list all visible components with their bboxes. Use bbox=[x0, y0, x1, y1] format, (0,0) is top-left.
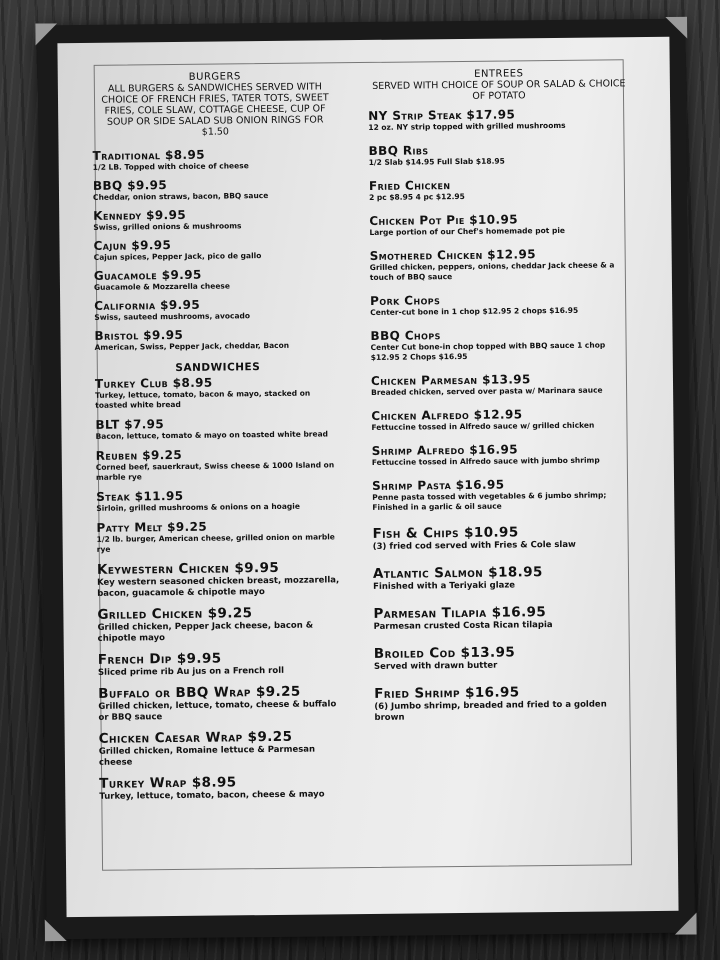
menu-binder bbox=[37, 19, 695, 940]
menu-item-name: Turkey Club $8.95 bbox=[94, 375, 213, 391]
menu-item bbox=[97, 560, 343, 600]
menu-item-description: 12 oz. NY strip topped with grilled mushrooms bbox=[368, 120, 566, 132]
entrees-heading: ENTREES bbox=[474, 68, 524, 80]
menu-item-name: BLT $7.95 bbox=[95, 417, 165, 432]
menu-item bbox=[97, 605, 343, 645]
menu-item-description: Center Cut bone-in chop topped with BBQ sauce 1 chop $12.95 2 Chops $16.95 bbox=[370, 340, 606, 362]
menu-item-description: Grilled chicken, Pepper Jack cheese, bacon & chipotle mayo bbox=[97, 620, 314, 644]
menu-item-name: Atlantic Salmon $18.95 bbox=[372, 564, 543, 582]
burgers-heading: BURGERS bbox=[188, 71, 241, 83]
menu-item-name: Kennedy $9.95 bbox=[93, 207, 187, 223]
menu-item bbox=[370, 291, 632, 318]
menu-item-name: Chicken Parmesan $13.95 bbox=[370, 372, 531, 388]
menu-item-description: Finished with a Teriyaki glaze bbox=[373, 580, 516, 592]
menu-item bbox=[372, 441, 634, 468]
menu-item-name: BBQ Ribs bbox=[368, 143, 429, 158]
menu-item-description: Turkey, lettuce, tomato, bacon, cheese & mayo bbox=[99, 789, 325, 802]
menu-item bbox=[99, 774, 345, 803]
sandwiches-heading: SANDWICHES bbox=[175, 361, 261, 374]
menu-item bbox=[371, 371, 633, 398]
menu-item-name: Shrimp Pasta $16.95 bbox=[371, 477, 505, 493]
menu-item-name: Patty Melt $9.25 bbox=[96, 519, 208, 535]
menu-item-name: Parmesan Tilapia $16.95 bbox=[373, 604, 547, 622]
menu-item-name: BBQ Chops bbox=[370, 328, 441, 343]
menu-item bbox=[371, 406, 633, 433]
menu-item bbox=[98, 650, 344, 679]
menu-item-description: Turkey, lettuce, tomato, bacon & mayo, stacked on toasted white bread bbox=[95, 388, 311, 410]
menu-item-description: Fettuccine tossed in Alfredo sauce w/ grilled chicken bbox=[371, 420, 595, 432]
menu-item-name: Chicken Pot Pie $10.95 bbox=[369, 212, 519, 228]
binder-corner bbox=[35, 23, 57, 45]
menu-item bbox=[368, 141, 630, 168]
binder-corner bbox=[665, 17, 687, 39]
menu-item-description: 2 pc $8.95 4 pc $12.95 bbox=[369, 191, 465, 202]
menu-item-description: Swiss, grilled onions & mushrooms bbox=[93, 221, 242, 232]
menu-item-description: Center-cut bone in 1 chop $12.95 2 chops $16.95 bbox=[370, 305, 579, 317]
menu-item-description: Sliced prime rib Au jus on a French roll bbox=[97, 665, 285, 678]
menu-item bbox=[369, 176, 631, 203]
burgers-list bbox=[93, 146, 341, 353]
menu-item-description: Large portion of our Chef's homemade pot pie bbox=[369, 225, 566, 237]
menu-item bbox=[96, 446, 342, 483]
menu-item-name: BBQ $9.95 bbox=[92, 178, 168, 193]
menu-item bbox=[94, 266, 340, 293]
menu-item bbox=[99, 729, 345, 769]
menu-item bbox=[370, 326, 632, 363]
menu-item bbox=[368, 106, 630, 133]
menu-item bbox=[93, 176, 339, 203]
menu-item-name: NY Strip Steak $17.95 bbox=[368, 107, 516, 123]
menu-item bbox=[374, 684, 636, 724]
menu-item bbox=[93, 146, 339, 173]
menu-item bbox=[93, 236, 339, 263]
menu-item-name: Broiled Cod $13.95 bbox=[373, 644, 516, 662]
left-column bbox=[92, 70, 346, 803]
menu-item-description: American, Swiss, Pepper Jack, cheddar, Bacon bbox=[94, 340, 290, 352]
menu-item-description: Bacon, lettuce, tomato & mayo on toasted white bread bbox=[95, 429, 329, 441]
menu-item-description: Grilled chicken, lettuce, tomato, cheese & buffalo or BBQ sauce bbox=[98, 699, 337, 723]
menu-item-description: Parmesan crusted Costa Rican tilapia bbox=[373, 620, 553, 632]
menu-item-name: Fried Chicken bbox=[368, 178, 451, 193]
menu-item-description: Fettuccine tossed in Alfredo sauce with jumbo shrimp bbox=[371, 455, 600, 467]
burgers-note: ALL BURGERS & SANDWICHES SERVED WITH CHOICE OF FRENCH FRIES, TATER TOTS, SWEET FRIES, COLE SLAW, COTTAGE CHEESE, CUP OF SOUP OR SIDE SALAD SUB ONION RINGS FOR $1.50 bbox=[101, 81, 329, 138]
menu-item bbox=[373, 564, 635, 593]
menu-item bbox=[98, 684, 344, 724]
menu-item-description: 1/2 lb. burger, American cheese, grilled onion on marble rye bbox=[96, 532, 335, 554]
menu-item-name: Steak $11.95 bbox=[96, 488, 184, 504]
entrees-list bbox=[368, 106, 636, 724]
menu-item-name: Grilled Chicken $9.25 bbox=[97, 605, 253, 623]
menu-item-name: Shrimp Alfredo $16.95 bbox=[371, 442, 519, 458]
menu-item bbox=[374, 644, 636, 673]
menu-item-name: Turkey Wrap $8.95 bbox=[99, 774, 237, 792]
sandwiches-list bbox=[95, 374, 345, 803]
binder-corner bbox=[45, 919, 67, 941]
menu-item bbox=[96, 518, 342, 555]
menu-item bbox=[93, 206, 339, 233]
menu-item-name: Traditional $8.95 bbox=[92, 147, 205, 163]
menu-item-description: Cheddar, onion straws, bacon, BBQ sauce bbox=[92, 191, 269, 202]
menu-item-name: Fried Shrimp $16.95 bbox=[374, 684, 520, 702]
menu-item-name: French Dip $9.95 bbox=[97, 650, 222, 668]
menu-item bbox=[94, 326, 340, 353]
menu-item bbox=[373, 604, 635, 633]
entrees-note: SERVED WITH CHOICE OF SOUP OR SALAD & CHOICE OF POTATO bbox=[372, 78, 626, 102]
menu-item bbox=[96, 487, 342, 514]
menu-item-description: Guacamole & Mozzarella cheese bbox=[93, 281, 230, 292]
menu-item-name: Cajun $9.95 bbox=[93, 238, 172, 253]
menu-item-name: Buffalo or BBQ Wrap $9.25 bbox=[98, 683, 301, 702]
menu-item-name: Guacamole $9.95 bbox=[93, 267, 202, 283]
binder-corner bbox=[675, 913, 697, 935]
menu-item-description: Grilled chicken, peppers, onions, cheddar Jack cheese & a touch of BBQ sauce bbox=[369, 260, 615, 282]
menu-item-description: 1/2 LB. Topped with choice of cheese bbox=[92, 161, 249, 172]
menu-item-description: Sirloin, grilled mushrooms & onions on a hoagie bbox=[96, 501, 300, 513]
menu-item bbox=[95, 374, 341, 411]
menu-item-description: Breaded chicken, served over pasta w/ Marinara sauce bbox=[371, 385, 603, 397]
menu-item bbox=[94, 296, 340, 323]
menu-item-description: Penne pasta tossed with vegetables & 6 jumbo shrimp; Finished in a garlic & oil sauce bbox=[372, 490, 607, 512]
menu-item-description: Cajun spices, Pepper Jack, pico de gallo bbox=[93, 251, 262, 262]
menu-item bbox=[369, 211, 631, 238]
menu-item bbox=[95, 415, 341, 442]
menu-item-description: Corned beef, sauerkraut, Swiss cheese & 1000 Island on marble rye bbox=[95, 460, 335, 482]
right-column bbox=[368, 67, 637, 724]
menu-item bbox=[373, 524, 635, 553]
menu-item-description: 1/2 Slab $14.95 Full Slab $18.95 bbox=[368, 156, 505, 167]
menu-page bbox=[57, 37, 678, 917]
menu-item-name: Fish & Chips $10.95 bbox=[372, 524, 519, 542]
menu-item bbox=[370, 246, 632, 283]
menu-item-description: (3) fried cod served with Fries & Cole slaw bbox=[372, 539, 576, 552]
menu-item bbox=[372, 476, 634, 513]
menu-item-description: (6) Jumbo shrimp, breaded and fried to a golden brown bbox=[374, 699, 607, 723]
menu-item-description: Swiss, sauteed mushrooms, avocado bbox=[94, 311, 251, 322]
menu-item-name: Reuben $9.25 bbox=[95, 447, 183, 463]
menu-item-name: California $9.95 bbox=[94, 297, 201, 313]
menu-item-name: Bristol $9.95 bbox=[94, 327, 184, 343]
menu-item-description: Key western seasoned chicken breast, mozzarella, bacon, guacamole & chipotle mayo bbox=[97, 575, 340, 599]
menu-item-name: Smothered Chicken $12.95 bbox=[369, 247, 536, 263]
menu-item-name: Pork Chops bbox=[370, 293, 441, 308]
menu-item-description: Grilled chicken, Romaine lettuce & Parmesan cheese bbox=[98, 744, 316, 768]
menu-item-name: Keywestern Chicken $9.95 bbox=[96, 559, 280, 578]
menu-item-description: Served with drawn butter bbox=[373, 660, 498, 672]
menu-item-name: Chicken Caesar Wrap $9.25 bbox=[98, 728, 293, 747]
menu-item-name: Chicken Alfredo $12.95 bbox=[371, 407, 523, 423]
